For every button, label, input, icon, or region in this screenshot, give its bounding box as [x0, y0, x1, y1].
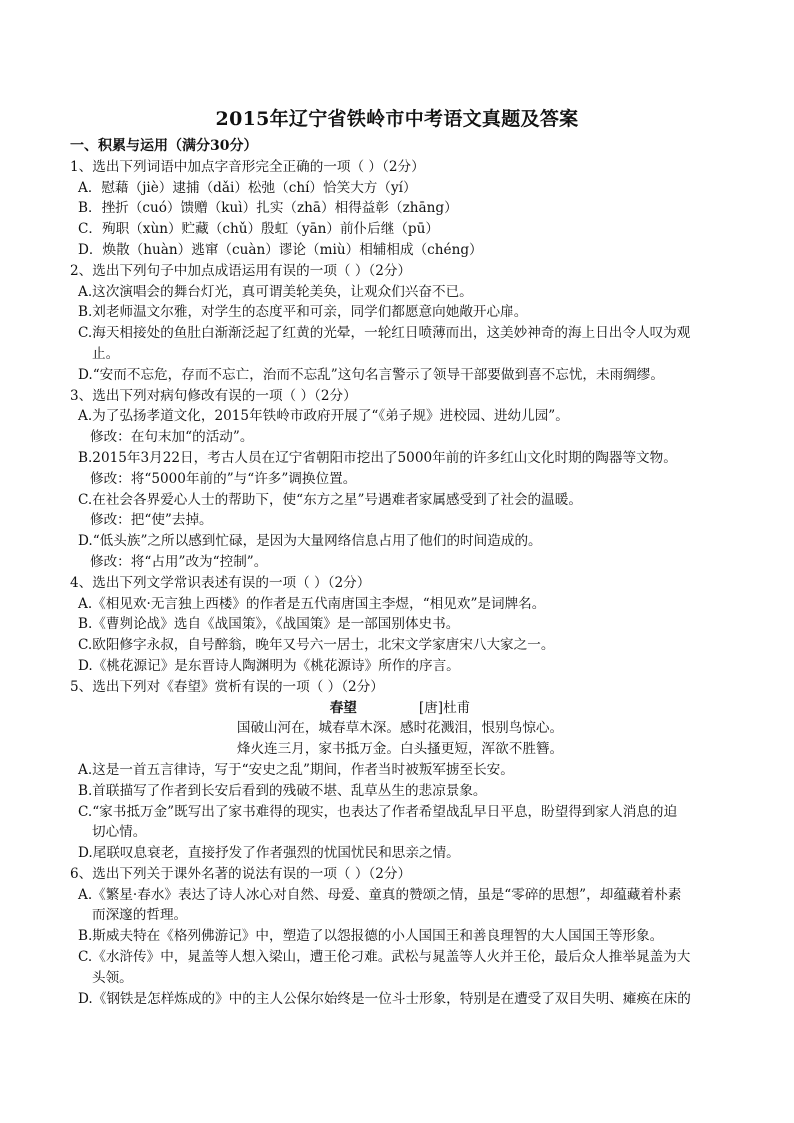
poem-author: [唐]杜甫: [418, 699, 471, 716]
question-5-stem: 5、选出下列对《春望》赏析有误的一项（ ）（2分）: [70, 678, 384, 695]
question-4-option-a: A.《相见欢·无言独上西楼》的作者是五代南唐国主李煜，“相见欢”是词牌名。: [78, 595, 546, 612]
question-3-option-c-fix: 修改：把“使”去掉。: [90, 512, 213, 529]
page-title: 2015年辽宁省铁岭市中考语文真题及答案: [215, 108, 579, 130]
question-6-option-b: B.斯威夫特在《格列佛游记》中，塑造了以怨报德的小人国国王和善良理智的大人国国王等形象。: [78, 928, 664, 945]
question-2-option-b: B.刘老师温文尔雅，对学生的态度平和可亲，同学们都愿意向她敞开心扉。: [78, 304, 528, 321]
question-2-option-a: A.这次演唱会的舞台灯光，真可谓美轮美奂，让观众们兴奋不已。: [78, 283, 473, 300]
question-5-option-d: D.尾联叹息衰老，直接抒发了作者强烈的忧国忧民和思亲之情。: [78, 845, 460, 862]
question-6-option-c-continued: 头领。: [92, 969, 133, 986]
question-6-option-a: A.《繁星·春水》表达了诗人冰心对自然、母爱、童真的赞颂之情，虽是“零碎的思想”，却蕴藏着朴素: [78, 886, 682, 903]
question-5-option-a: A.这是一首五言律诗，写于“安史之乱”期间，作者当时被叛军掳至长安。: [78, 761, 514, 778]
poem-line-2: 烽火连三月，家书抵万金。白头搔更短，浑欲不胜簪。: [236, 741, 564, 758]
question-1-option-c: C．殉职（xùn）贮藏（chǔ）殷虹（yān）前仆后继（pū）: [78, 221, 439, 238]
question-4-option-c: C.欧阳修字永叔，自号醉翁，晚年又号六一居士，北宋文学家唐宋八大家之一。: [78, 637, 555, 654]
section-heading: 一、积累与运用（满分30分）: [70, 138, 258, 154]
question-5-option-c: C.“家书抵万金”既写出了家书难得的现实，也表达了作者希望战乱早日平息，盼望得到家人消息的迫: [78, 803, 678, 820]
question-1-option-b: B．挫折（cuó）馈赠（kuì）扎实（zhā）相得益彰（zhāng）: [78, 200, 458, 217]
question-3-option-a: A.为了弘扬孝道文化，2015年铁岭市政府开展了“《弟子规》进校园、进幼儿园”。: [78, 408, 569, 425]
question-2-option-d: D.“安而不忘危，存而不忘亡，治而不忘乱”这句名言警示了领导干部要做到喜不忘忧，未雨绸缪。: [78, 366, 664, 383]
question-3-option-b-fix: 修改：将“5000年前的”与“许多”调换位置。: [90, 470, 357, 487]
question-4-option-d: D.《桃花源记》是东晋诗人陶渊明为《桃花源诗》所作的序言。: [78, 657, 460, 674]
poem-heading: [70, 698, 730, 719]
question-3-option-b: B.2015年3月22日，考古人员在辽宁省朝阳市挖出了5000年前的许多红山文化时期的陶器等文物。: [78, 449, 677, 466]
question-3-stem: 3、选出下列对病句修改有误的一项（ ）（2分）: [70, 387, 357, 404]
question-6-option-c: C.《水浒传》中，晁盖等人想入梁山，遭王伦刁难。武松与晁盖等人火并王伦，最后众人推举晁盖为大: [78, 949, 691, 966]
question-5-option-b: B.首联描写了作者到长安后看到的残破不堪、乱草丛生的悲凉景象。: [78, 782, 487, 799]
exam-content: [70, 136, 730, 1009]
question-2-option-c: C.海天相接处的鱼肚白渐渐泛起了红黄的光晕，一轮红日喷薄而出，这美妙神奇的海上日出令人叹为观: [78, 325, 691, 342]
question-6-option-d: D.《钢铁是怎样炼成的》中的主人公保尔始终是一位斗士形象，特别是在遭受了双目失明、瘫痪在床的: [78, 990, 691, 1007]
question-2-stem: 2、选出下列句子中加点成语运用有误的一项（ ）（2分）: [70, 262, 412, 279]
question-1-option-d: D．焕散（huàn）逃窜（cuàn）谬论（miù）相辅相成（chéng）: [78, 241, 483, 258]
question-6-option-a-continued: 而深邃的哲理。: [92, 907, 188, 924]
question-4-stem: 4、选出下列文学常识表述有误的一项（ ）（2分）: [70, 574, 371, 591]
question-4-option-b: B.《曹刿论战》选自《战国策》，《战国策》是一部国别体史书。: [78, 616, 460, 633]
question-3-option-d-fix: 修改：将“占用”改为“控制”。: [90, 553, 268, 570]
question-2-option-c-continued: 止。: [92, 345, 120, 362]
question-3-option-d: D.“低头族”之所以感到忙碌，是因为大量网络信息占用了他们的时间造成的。: [78, 533, 542, 550]
question-1-option-a: A．慰藉（jiè）逮捕（dǎi）松弛（chí）恰笑大方（yí）: [78, 179, 417, 196]
question-3-option-c: C.在社会各界爱心人士的帮助下，使“东方之星”号遇难者家属感受到了社会的温暖。: [78, 491, 582, 508]
poem-line-1: 国破山河在，城春草木深。感时花溅泪，恨别鸟惊心。: [236, 720, 564, 737]
question-6-stem: 6、选出下列关于课外名著的说法有误的一项（ ）（2分）: [70, 865, 412, 882]
poem-title: 春望: [329, 699, 357, 716]
question-5-option-c-continued: 切心情。: [92, 824, 147, 841]
question-3-option-a-fix: 修改：在句末加“的活动”。: [90, 429, 254, 446]
question-1-stem: 1、选出下列词语中加点字音形完全正确的一项（ ）（2分）: [70, 158, 425, 175]
